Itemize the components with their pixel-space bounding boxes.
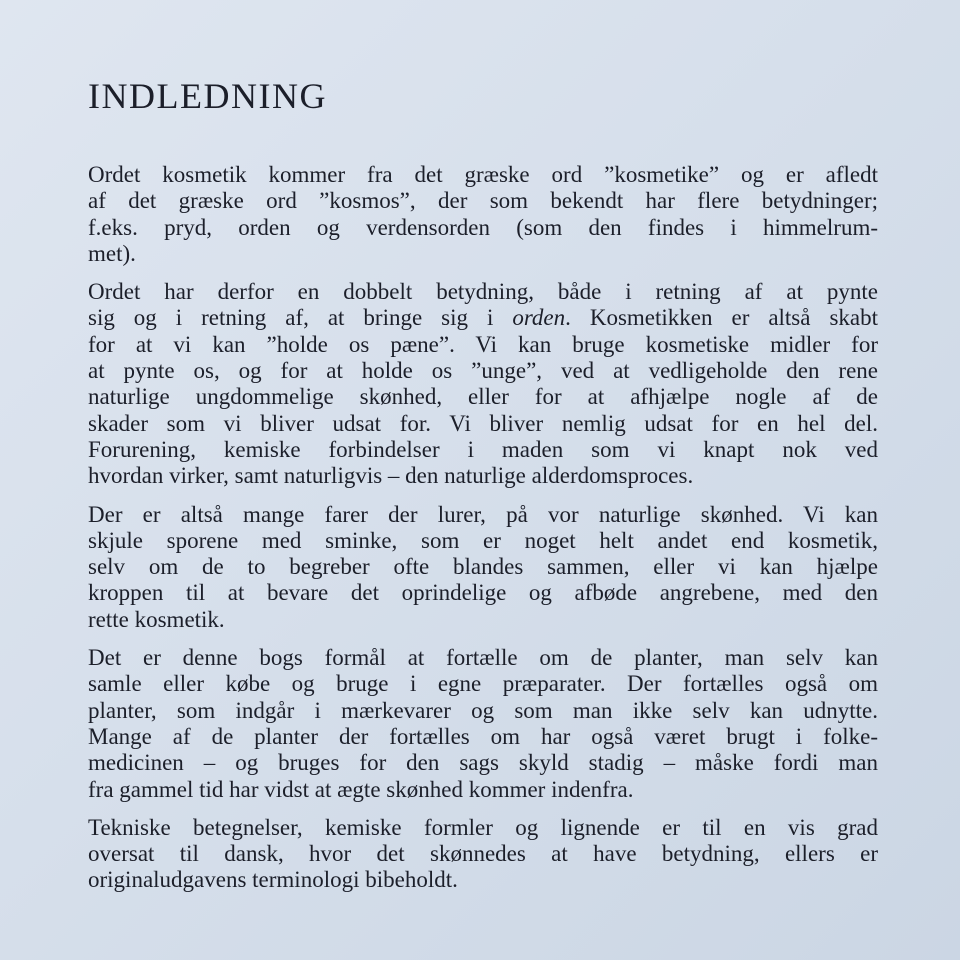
text-line: sig og i retning af, at bringe sig i orden. Kosmetikken er altså skabt: [88, 305, 878, 331]
text-line: f.eks. pryd, orden og verdensorden (som den findes i himmelrum-: [88, 214, 878, 240]
text-line: samle eller købe og bruge i egne præparater. Der fortælles også om: [88, 671, 878, 697]
paragraph-2: [88, 279, 878, 489]
paragraph-1: [88, 162, 878, 267]
text-line: Det er denne bogs formål at fortælle om de planter, man selv kan: [88, 645, 878, 671]
paragraph-3: [88, 502, 878, 633]
text-line: af det græske ord ”kosmos”, der som bekendt har flere betydninger;: [88, 188, 878, 214]
text-line: Ordet har derfor en dobbelt betydning, både i retning af at pynte: [88, 279, 878, 305]
text-line: planter, som indgår i mærkevarer og som man ikke selv kan udnytte.: [88, 697, 878, 723]
text-line: naturlige ungdommelige skønhed, eller for at afhjælpe nogle af de: [88, 384, 878, 410]
paragraph-4: [88, 645, 878, 803]
text-line: fra gammel tid har vidst at ægte skønhed kommer indenfra.: [88, 776, 634, 802]
text-line: skader som vi bliver udsat for. Vi bliver nemlig udsat for en hel del.: [88, 410, 878, 436]
text-line: Ordet kosmetik kommer fra det græske ord ”kosmetike” og er afledt: [88, 162, 878, 187]
book-page: [88, 74, 878, 906]
text-line: kroppen til at bevare det oprindelige og afbøde angrebene, med den: [88, 580, 878, 606]
text-line: oversat til dansk, hvor det skønnedes at have betydning, ellers er: [88, 841, 878, 867]
text-line: selv om de to begreber ofte blandes sammen, eller vi kan hjælpe: [88, 554, 878, 580]
text-line: at pynte os, og for at holde os ”unge”, ved at vedligeholde den rene: [88, 358, 878, 384]
emphasis-word: orden: [512, 305, 566, 331]
text-line: Der er altså mange farer der lurer, på vor naturlige skønhed. Vi kan: [88, 501, 878, 527]
text-line: Forurening, kemiske forbindelser i maden som vi knapt nok ved: [88, 436, 878, 462]
page-title: INDLEDNING: [88, 76, 327, 116]
text-line: medicinen – og bruges for den sags skyld stadig – måske fordi man: [88, 750, 878, 776]
text-line: for at vi kan ”holde os pæne”. Vi kan bruge kosmetiske midler for: [88, 331, 878, 357]
text-line: Tekniske betegnelser, kemiske formler og lignende er til en vis grad: [88, 814, 878, 840]
text-line: rette kosmetik.: [88, 606, 225, 632]
text-line: skjule sporene med sminke, som er noget helt andet end kosmetik,: [88, 527, 878, 553]
text-line: met).: [88, 240, 136, 266]
text-line: hvordan virker, samt naturligvis – den naturlige alderdomsproces.: [88, 463, 694, 489]
text-line: originaludgavens terminologi bibeholdt.: [88, 867, 458, 893]
text-line: Mange af de planter der fortælles om har også været brugt i folke-: [88, 723, 878, 749]
paragraph-5: [88, 815, 878, 894]
